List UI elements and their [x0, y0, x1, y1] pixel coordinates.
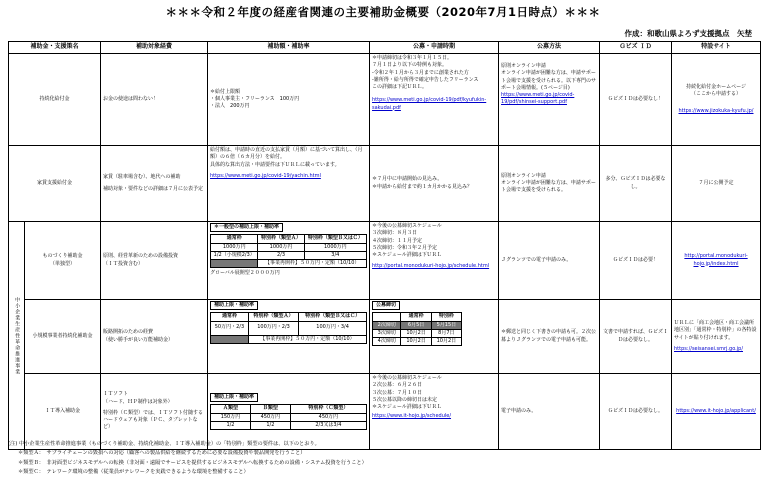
header-row — [9, 42, 761, 54]
gbiz-cell: 多分、ＧビズＩＤは必要なし。 — [600, 146, 672, 222]
header-expense: 補助対象経費 — [101, 42, 208, 54]
amount-link[interactable]: https://www.meti.go.jp/covid-19/yachin.html — [210, 172, 321, 179]
site-link[interactable]: https://www.jizokuka-kyufu.jp/ — [678, 108, 754, 115]
gbiz-cell: 文書で申請すれば、ＧビズＩＤは必要なし。 — [600, 300, 672, 374]
header-site: 特設サイト — [672, 42, 761, 54]
period-cell: ＊今後の公募締切スケジュール ３次締切：８月３日 ４次締切：１１月予定 ５次締切：令和３年２月予定 ＊スケジュール詳細は下ＵＲＬ http://portal.monodukuri-hojo.jp/schedule.html — [370, 222, 499, 300]
group-label: 中小企業生産性革命推進事業 — [9, 222, 25, 450]
site-cell: ＵＲＬに「商工会地区・商工会議所地区別」「通常枠・特別枠」の各特設サイトが貼り付けれます。 https://seisansei.smrj.go.jp/ — [672, 300, 761, 374]
amount-cell — [208, 374, 370, 450]
rate-table: 通常枠 特別枠（類型Ａ） 特別枠（類型Ｂ又はＣ） 50万円・2/3 100万円・2/3 100万円・3/4 【事業再開枠】５０万円・定額（10/10） — [210, 312, 367, 344]
schedule-table: 通常枠 特別枠 2次締切 6月5日 5月15日 3次締切 10月2日 8月7日 4次締切 10月2日 10月2日 — [372, 312, 462, 346]
row-name: ＩＴ導入補助金 — [25, 374, 101, 450]
period-cell: ＊今後の公募締切スケジュール ２次公募：６月２６日 ３次公募：７月１０日 ５次公募以降の締切日は未定 ＊スケジュール詳細は下ＵＲＬ https://www.it-hojo.jp/schedule/ — [370, 374, 499, 450]
table-row-it — [9, 374, 761, 450]
row-name: 家賃支援給付金 — [9, 146, 101, 222]
site-link[interactable]: https://seisansei.smrj.go.jp/ — [674, 345, 743, 352]
gbiz-cell: ＧビズＩＤは必要なし！ — [600, 54, 672, 146]
amount-cell: ＊一般型の補助上限・補助率 通常枠 特別枠（類型Ａ） 特別枠（類型Ｂ又はＣ） 1000万円 1000万円 1000万円 1/2（小規模2/3） 2/3 3/4 【事業再開枠】５０万円・定額（10/10） グローバル展開型２０００万円 — [208, 222, 370, 300]
table-row-jizoku — [9, 54, 761, 146]
method-cell: ＊郵送と同じく下書きの申請も可。２次公募よりＪグランツでの電子申請も可能。 — [499, 300, 600, 374]
period-cell: ＊申請締切は令和３年１月１５日。 ７月１日より以下の特例も対象。 -令和２年１月から３月までに創業された方 -雑所得・給与所得で確定申告したフリーランス この詳細は下記ＵＲＬ。 https://www.meti.go.jp/covid-19/pdf/kyufukin-sakudai.pdf — [370, 54, 499, 146]
header-name: 補助金・支援策名 — [9, 42, 101, 54]
method-cell: 原則オンライン申請 オンライン申請が困難な方は、申請サポート会場で支援を受けられる。以下専門のサポート会場情報。(５ページ目) https://www.meti.go.jp/covid-19/pdf/shinsei-support.pdf — [499, 54, 600, 146]
method-cell: 原則オンライン申請 オンライン申請が困難な方は、申請サポート会場で支援を受けられる。 — [499, 146, 600, 222]
row-name: ものづくり補助金 （単独型） — [25, 222, 101, 300]
subsidy-table — [8, 41, 761, 450]
header-method: 公募方法 — [499, 42, 600, 54]
site-cell: ７月に公開予定 — [672, 146, 761, 222]
amount-cell: 給付額は、申請時の直近の支払家賃（月額）に基づいて算出し、（月額）の６倍（６カ月分）を給付。 具体的な算出方法・申請要件は下ＵＲＬに載っています。 https://www.meti.go.jp/covid-19/yachin.html — [208, 146, 370, 222]
gbiz-cell: ＧビズＩＤは必要！ — [600, 222, 672, 300]
method-cell: Ｊグランツでの電子申請のみ。 — [499, 222, 600, 300]
box-label: ＊一般型の補助上限・補助率 — [210, 223, 283, 232]
header-gbiz: Ｇビズ ＩＤ — [600, 42, 672, 54]
site-link[interactable]: https://www.it-hojo.jp/applicant/ — [676, 407, 756, 414]
expense-cell: 販路開拓のための経費 （使い勝手が良い万能補助金） — [101, 300, 208, 374]
author-line: 作成：和歌山県よろず支援拠点 矢埜 — [624, 29, 752, 38]
header-period: 公募・申請時期 — [370, 42, 499, 54]
expense-cell: ＩＴソフト （ハード、ＨＰ制作は対象外） 特別枠（Ｃ類型）では、ＩＴソフト付随するハードウェアも対象（ＰＣ、タブレットなど） — [101, 374, 208, 450]
amount-cell: ＊給付上限額 ・個人事業主・フリーランス 100万円 ・法人 200万円 — [208, 54, 370, 146]
gbiz-cell: ＧビズＩＤは必要なし。 — [600, 374, 672, 450]
sched-label: 公募締切 — [372, 301, 400, 310]
table-row-yachin — [9, 146, 761, 222]
rate-table: 通常枠 特別枠（類型Ａ） 特別枠（類型Ｂ又はＣ） 1000万円 1000万円 1000万円 1/2（小規模2/3） 2/3 3/4 【事業再開枠】５０万円・定額（10/10） — [210, 234, 367, 268]
site-link[interactable]: http://portal.monodukuri-hojo.jp/index.html — [684, 253, 748, 267]
table-row-monozukuri — [9, 222, 761, 300]
period-cell: ＊７月中に申請開始の見込み。 ＊申請から給付まで約１カ月かかる見込み？ — [370, 146, 499, 222]
site-cell — [672, 222, 761, 300]
period-link[interactable]: https://www.it-hojo.jp/schedule/ — [372, 413, 452, 420]
row-name: 小規模事業者持続化補助金 — [25, 300, 101, 374]
expense-cell: 原則、経営革新のための設備投資 （ＩＴ投資含む） — [101, 222, 208, 300]
expense-cell: 家賃（駐車場含む）、地代への補助 補助対象・要件などの詳細は７月に公表予定 — [101, 146, 208, 222]
method-cell: 電子申請のみ。 — [499, 374, 600, 450]
row-name: 持続化給付金 — [9, 54, 101, 146]
site-cell: 持続化給付金ホームページ （ここから申請する） https://www.jizokuka-kyufu.jp/ — [672, 54, 761, 146]
header-amount: 補助額・補助率 — [208, 42, 370, 54]
rate-table: Ａ類型 Ｂ類型 特別枠（Ｃ類型） 150万円 450万円 450万円 1/2 1/2 2/3又は3/4 — [210, 404, 367, 430]
box-label: 補助上限・補助率 — [210, 301, 258, 310]
page-title: ＊＊＊令和２年度の経産省関連の主要補助金概要（2020年7月1日時点）＊＊＊ — [165, 5, 601, 19]
period-cell — [370, 300, 499, 374]
amount-cell — [208, 300, 370, 374]
box-label: 補助上限・補助率 — [210, 393, 258, 402]
period-link[interactable]: https://www.meti.go.jp/covid-19/pdf/kyufukin-sakudai.pdf — [372, 97, 487, 111]
table-row-jizokuka — [9, 300, 761, 374]
site-cell — [672, 374, 761, 450]
method-link[interactable]: https://www.meti.go.jp/covid-19/pdf/shinsei-support.pdf — [501, 92, 575, 106]
expense-cell: お金の使途は問わない！ — [101, 54, 208, 146]
period-link[interactable]: http://portal.monodukuri-hojo.jp/schedule.html — [372, 263, 490, 270]
footnote: (注) 中小企業生産性革命推進事業（ものづくり補助金、持続化補助金、ＩＴ導入補助金）の「特別枠」類型の要件は、以下のとおり。 ＊類型Ａ： サプライチェーンの毀損への対応（顧客への製品供給を継続するために必要な設備投資や製品開発を行うこと） ＊類型Ｂ： 非対面型ビジネスモデルへの転換（非対面・遠隔でサービスを提供するビジネスモデルへ転換するための設備・システム投資を行うこと） ＊類型Ｃ： テレワーク環境の整備（従業員がテレワークを実践できるような環境を整備すること） — [8, 441, 367, 476]
